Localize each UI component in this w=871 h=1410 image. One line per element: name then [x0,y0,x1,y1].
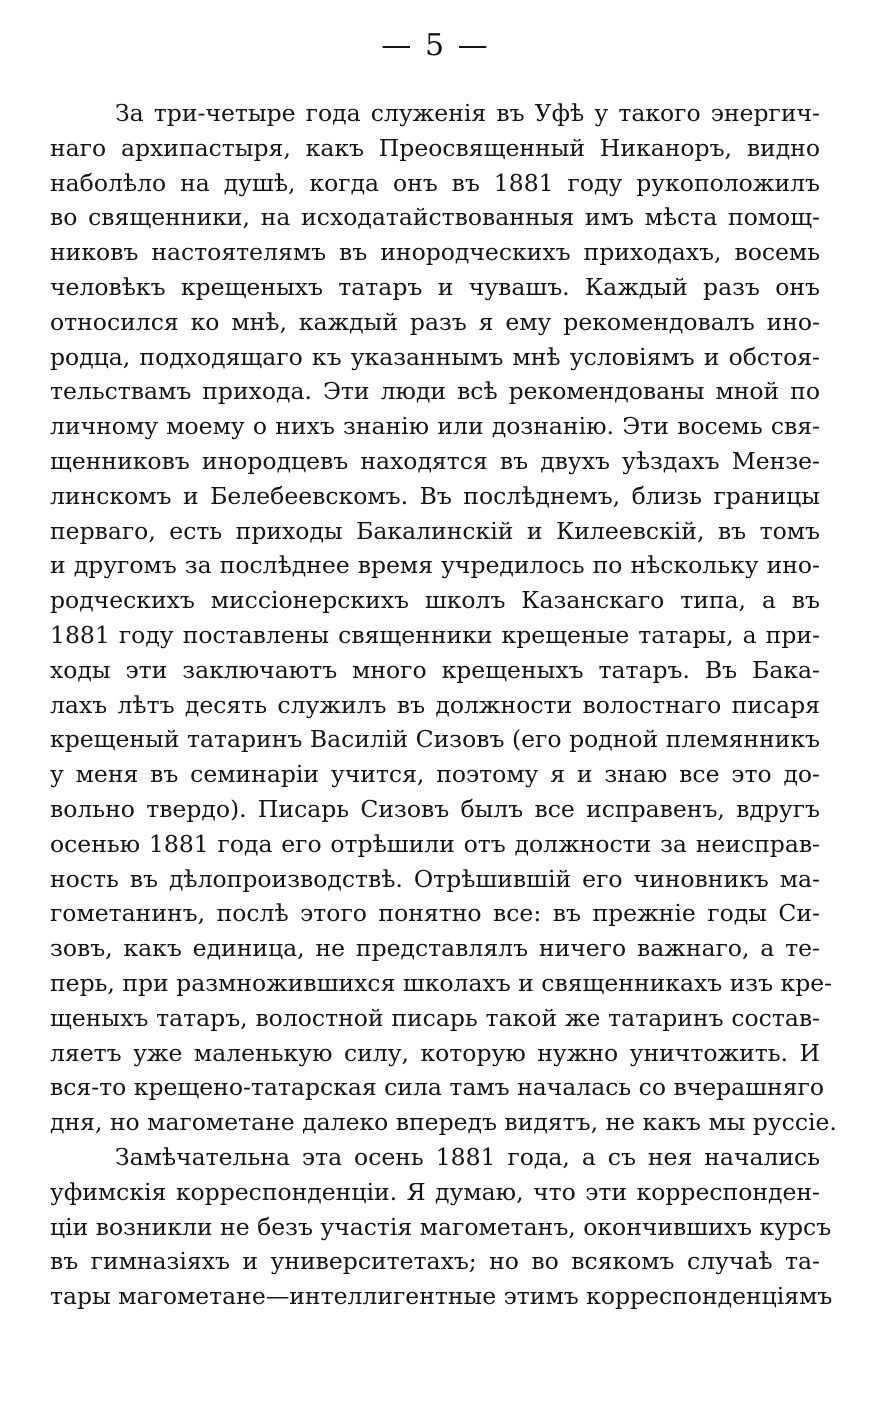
text-line: никовъ настоятелямъ въ инородческихъ приходахъ, восемь [50,238,820,267]
text-line: линскомъ и Белебеевскомъ. Въ послѣднемъ, близь границы [50,481,820,510]
text-line: гометанинъ, послѣ этого понятно все: въ прежніе годы Си- [50,899,820,928]
text-line: вся-то крещено-татарская сила тамъ началась со вчерашняго [50,1073,824,1102]
text-line: щеныхъ татаръ, волостной писарь такой же татаринъ состав- [50,1003,820,1032]
text-line: щенниковъ инородцевъ находятся въ двухъ уѣздахъ Мензе- [50,446,820,475]
text-line: относился ко мнѣ, каждый разъ я ему рекомендовалъ ино- [50,307,820,336]
text-line: 1881 году поставлены священники крещеные татары, а при- [50,620,820,649]
text-line: наго архипастыря, какъ Преосвященный Никаноръ, видно [50,133,820,162]
text-line: тельствамъ прихода. Эти люди всѣ рекомендованы мной по [50,377,820,406]
text-line: Замѣчательна эта осень 1881 года, а съ нея начались [115,1142,820,1171]
text-line: зовъ, какъ единица, не представлялъ ничего важнаго, а те- [50,934,820,963]
text-line: лахъ лѣтъ десять служилъ въ должности волостнаго писаря [50,690,820,719]
text-line: ляетъ уже маленькую силу, которую нужно уничтожить. И [50,1038,820,1067]
text-line: наболѣло на душѣ, когда онъ въ 1881 году рукоположилъ [50,168,820,197]
text-line: человѣкъ крещеныхъ татаръ и чувашъ. Каждый разъ онъ [50,272,820,301]
text-line: ціи возникли не безъ участія магометанъ, окончившихъ курсъ [50,1212,832,1241]
text-line: ность въ дѣлопроизводствѣ. Отрѣшившій его чиновникъ ма- [50,864,820,893]
text-line: уфимскія корреспонденціи. Я думаю, что эти корреспонден- [50,1177,820,1206]
text-line: въ гимназіяхъ и университетахъ; но во всякомъ случаѣ та- [50,1247,820,1276]
text-line: родческихъ миссіонерскихъ школъ Казанскаго типа, а въ [50,586,820,615]
text-line: у меня въ семинаріи учится, поэтому я и знаю все это до- [50,760,820,789]
text-line: ходы эти заключаютъ много крещеныхъ татаръ. Въ Бака- [50,655,820,684]
body-text [50,96,837,1314]
text-line: тары магометане—интеллигентные этимъ корреспонденціямъ [50,1282,833,1311]
text-line: родца, подходящаго къ указаннымъ мнѣ условіямъ и обстоя- [50,342,820,371]
text-line: личному моему о нихъ знанію или дознанію. Эти восемь свя- [50,412,820,441]
text-line: вольно твердо). Писарь Сизовъ былъ все исправенъ, вдругъ [50,794,820,823]
text-line: перь, при размножившихся школахъ и священникахъ изъ кре- [50,968,833,997]
text-line: осенью 1881 года его отрѣшили отъ должности за неисправ- [50,829,820,858]
text-line: перваго, есть приходы Бакалинскій и Килеевскій, въ томъ [50,516,820,545]
text-line: крещеный татаринъ Василій Сизовъ (его родной племянникъ [50,725,820,754]
text-line: и другомъ за послѣднее время учредилось по нѣскольку ино- [50,551,820,580]
text-line: дня, но магометане далеко впередъ видятъ, не какъ мы руссіе. [50,1108,837,1137]
text-line: во священники, на исходатайствованныя имъ мѣста помощ- [50,203,820,232]
page-number: — 5 — [381,28,490,63]
text-line: За три-четыре года служенія въ Уфѣ у такого энергич- [115,99,820,127]
